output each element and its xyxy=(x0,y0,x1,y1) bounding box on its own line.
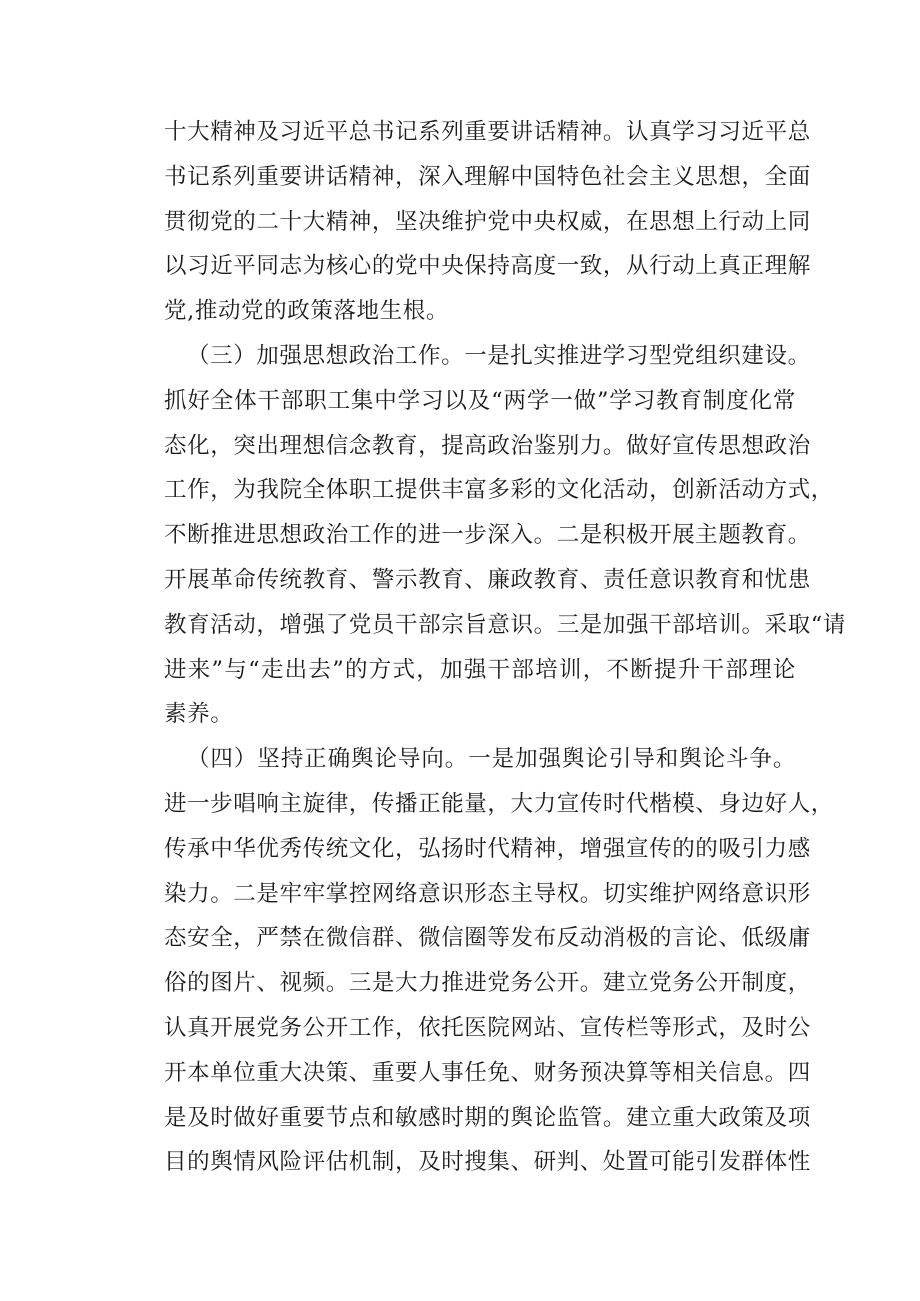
text-line: 态安全，严禁在微信群、微信圈等发布反动消极的言论、低级庸 xyxy=(164,925,811,952)
text-line: 党,推动党的政策落地生根。 xyxy=(164,298,449,325)
text-line: 进一步唱响主旋律，传播正能量，大力宣传时代楷模、身边好人， xyxy=(164,790,834,817)
text-line: 俗的图片、视频。三是大力推进党务公开。建立党务公开制度， xyxy=(164,970,811,997)
text-line: 进来”与“走出去”的方式，加强干部培训，不断提升干部理论 xyxy=(164,656,796,683)
text-line: 认真开展党务公开工作，依托医院网站、宣传栏等形式，及时公 xyxy=(164,1014,811,1041)
paragraph-1 xyxy=(164,110,811,334)
text-line: 书记系列重要讲话精神，深入理解中国特色社会主义思想，全面 xyxy=(164,163,811,190)
text-line: 目的舆情风险评估机制，及时搜集、研判、处置可能引发群体性 xyxy=(164,1149,811,1176)
text-line: （三）加强思想政治工作。一是扎实推进学习型党组织建设。 xyxy=(187,342,811,369)
text-line: 染力。二是牢牢掌控网络意识形态主导权。切实维护网络意识形 xyxy=(164,880,811,907)
text-line: 抓好全体干部职工集中学习以及“两学一做”学习教育制度化常 xyxy=(164,387,796,414)
text-line: 素养。 xyxy=(164,701,234,728)
paragraph-2 xyxy=(164,334,847,737)
text-line: 贯彻党的二十大精神，坚决维护党中央权威，在思想上行动上同 xyxy=(164,208,811,235)
text-line: 不断推进思想政治工作的进一步深入。二是积极开展主题教育。 xyxy=(164,522,811,549)
text-line: 态化，突出理想信念教育，提高政治鉴别力。做好宣传思想政治 xyxy=(164,432,811,459)
text-line: 开本单位重大决策、重要人事任免、财务预决算等相关信息。四 xyxy=(164,1059,811,1086)
text-line: 是及时做好重要节点和敏感时期的舆论监管。建立重大政策及项 xyxy=(164,1104,811,1131)
text-line: 工作，为我院全体职工提供丰富多彩的文化活动，创新活动方式， xyxy=(164,477,834,504)
text-line: 十大精神及习近平总书记系列重要讲话精神。认真学习习近平总 xyxy=(164,119,811,145)
text-line: 传承中华优秀传统文化，弘扬时代精神，增强宣传的的吸引力感 xyxy=(164,835,811,862)
document-body xyxy=(164,110,847,1185)
text-line: （四）坚持正确舆论导向。一是加强舆论引导和舆论斗争。 xyxy=(187,746,796,773)
text-line: 以习近平同志为核心的党中央保持高度一致，从行动上真正理解 xyxy=(164,253,811,280)
paragraph-3 xyxy=(164,737,834,1185)
text-line: 教育活动，增强了党员干部宗旨意识。三是加强干部培训。采取“请 xyxy=(164,611,847,638)
text-line: 开展革命传统教育、警示教育、廉政教育、责任意识教育和忧患 xyxy=(164,566,811,593)
